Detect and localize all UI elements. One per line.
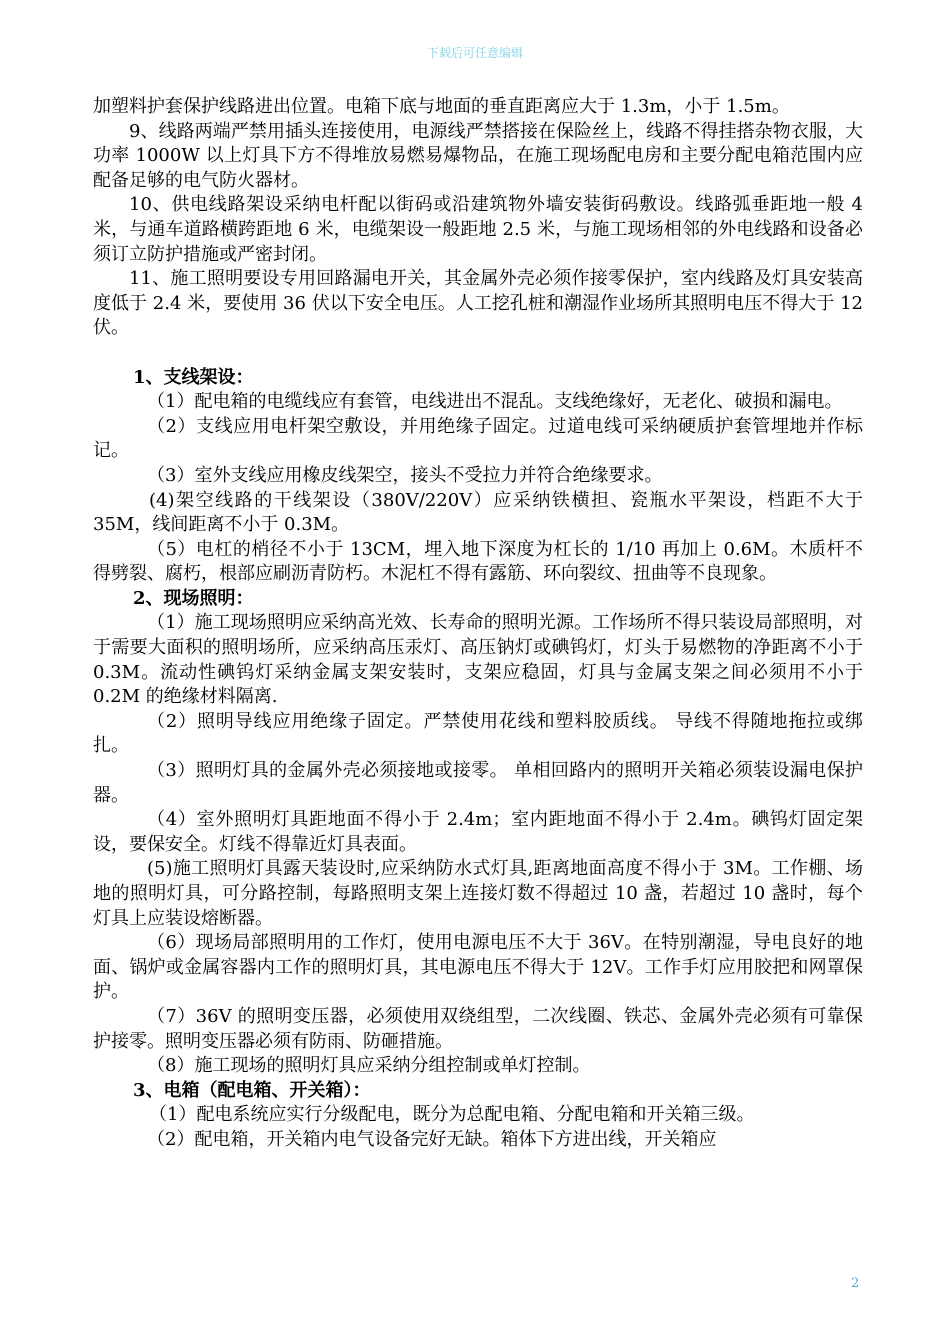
paragraph-branch-2: （2）支线应用电杆架空敷设，并用绝缘子固定。过道电线可采纳硬质护套管埋地并作标记。 [93, 415, 863, 462]
paragraph-lighting-4: （4）室外照明灯具距地面不得小于 2.4m；室内距地面不得小于 2.4m。碘钨灯固定架设，要保安全。灯线不得靠近灯具表面。 [93, 809, 863, 855]
paragraph-branch-3: （3）室外支线应用橡皮线架空，接头不受拉力并符合绝缘要求。 [147, 464, 663, 486]
paragraph-box-1: （1）配电系统应实行分级配电，既分为总配电箱、分配电箱和开关箱三级。 [149, 1104, 755, 1126]
paragraph-item-9: 9、线路两端严禁用插头连接使用，电源线严禁搭接在保险丝上，线路不得挂搭杂物衣服，大功率 1000W 以上灯具下方不得堆放易燃易爆物品，在施工现场配电房和主要分配电箱范围内应配备足够的电气防火器材。 [93, 120, 863, 191]
document-body [93, 95, 863, 1153]
section-heading-branch-lines: 1、支线架设： [133, 366, 254, 388]
download-watermark: 下载后可任意编辑 [426, 46, 523, 60]
paragraph-continuation: 加塑料护套保护线路进出位置。电箱下底与地面的垂直距离应大于 1.3m，小于 1.5m。 [93, 96, 790, 117]
paragraph-branch-5: （5）电杠的梢径不小于 13CM，埋入地下深度为杠长的 1/10 再加上 0.6M。木质杆不得劈裂、腐朽，根部应刷沥青防朽。木泥杠不得有露筋、环向裂纹、扭曲等不良现象。 [93, 538, 863, 585]
paragraph-item-10: 10、供电线路架设采纳电杆配以街码或沿建筑物外墙安装街码敷设。线路弧垂距地一般 4 米，与通车道路横跨距地 6 米，电缆架设一般距地 2.5 米，与施工现场相邻的外电线路和设备必须订立防护措施或严密封闭。 [93, 194, 863, 265]
section-heading-electric-boxes: 3、电箱（配电箱、开关箱）： [133, 1079, 371, 1101]
paragraph-branch-4: (4)架空线路的干线架设（380V/220V）应采纳铁横担、瓷瓶水平架设，档距不大于 35M，线间距离不小于 0.3M。 [93, 489, 863, 536]
paragraph-branch-1: （1）配电箱的电缆线应有套管，电线进出不混乱。支线绝缘好，无老化、破损和漏电。 [147, 391, 843, 413]
paragraph-item-11: 11、施工照明要设专用回路漏电开关，其金属外壳必须作接零保护，室内线路及灯具安装高度低于 2.4 米，要使用 36 伏以下安全电压。人工挖孔桩和潮湿作业场所其照明电压不得大于 12 伏。 [93, 268, 863, 339]
page-number: 2 [851, 1276, 860, 1291]
paragraph-lighting-8: （8）施工现场的照明灯具应采纳分组控制或单灯控制。 [147, 1055, 591, 1077]
blank-line [93, 341, 863, 366]
paragraph-lighting-2: （2）照明导线应用绝缘子固定。严禁使用花线和塑料胶质线。 导线不得随地拖拉或绑扎。 [93, 710, 863, 757]
paragraph-lighting-3: （3）照明灯具的金属外壳必须接地或接零。 单相回路内的照明开关箱必须装设漏电保护器。 [93, 760, 863, 806]
section-heading-site-lighting: 2、现场照明： [133, 587, 254, 609]
paragraph-lighting-7: （7）36V 的照明变压器，必须使用双绕组型，二次线圈、铁芯、金属外壳必须有可靠保护接零。照明变压器必须有防雨、防砸措施。 [93, 1005, 863, 1052]
paragraph-box-2: （2）配电箱，开关箱内电气设备完好无缺。箱体下方进出线，开关箱应 [147, 1128, 717, 1150]
paragraph-lighting-1: （1）施工现场照明应采纳高光效、长寿命的照明光源。工作场所不得只装设局部照明，对于需要大面积的照明场所，应采纳高压汞灯、高压钠灯或碘钨灯，灯头于易燃物的净距离不小于 0.3M。流动性碘钨灯采纳金属支架安装时，支架应稳固，灯具与金属支架之间必须用不小于 0.2M 的绝缘材料隔离. [93, 612, 863, 708]
paragraph-lighting-6: （6）现场局部照明用的工作灯，使用电源电压不大于 36V。在特别潮湿，导电良好的地面、锅炉或金属容器内工作的照明灯具，其电源电压不得大于 12V。工作手灯应用胶把和网罩保护。 [93, 932, 863, 1003]
paragraph-lighting-5: (5)施工照明灯具露天装设时,应采纳防水式灯具,距离地面高度不得小于 3M。工作棚、场地的照明灯具，可分路控制，每路照明支架上连接灯数不得超过 10 盏，若超过 10 盏时，每个灯具上应装设熔断器。 [93, 858, 863, 929]
